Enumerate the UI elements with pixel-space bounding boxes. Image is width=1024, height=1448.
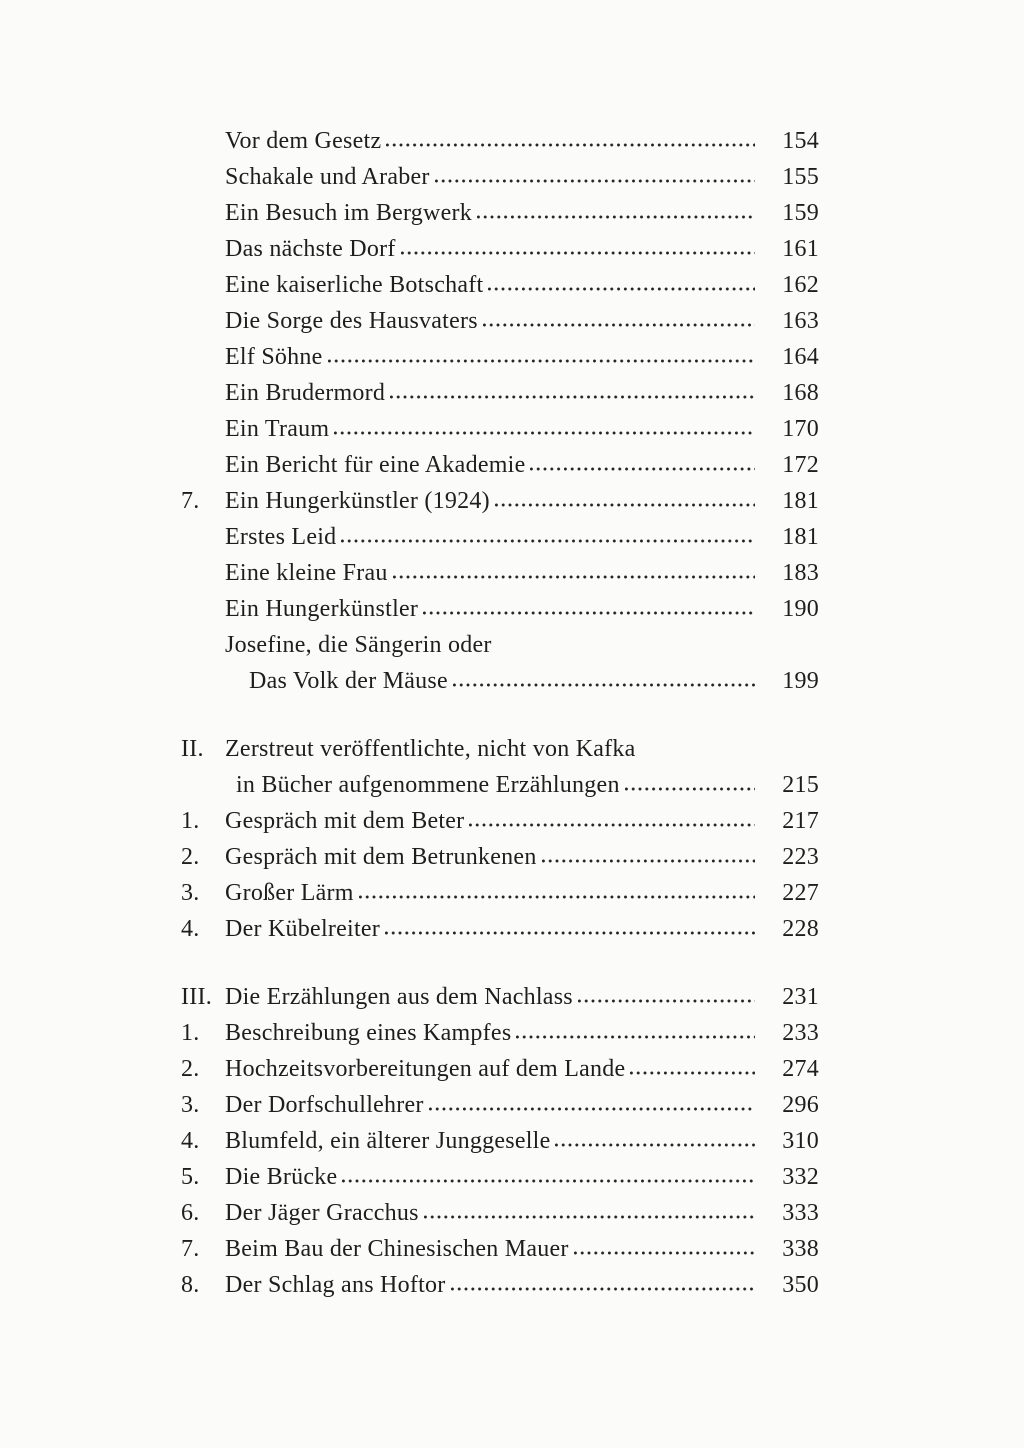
toc-entry-number: 5. xyxy=(181,1164,200,1190)
toc-entry-page: 170 xyxy=(782,416,819,442)
toc-entry xyxy=(181,668,819,704)
toc-entry-title: Der Jäger Gracchus xyxy=(225,1200,419,1226)
toc-entry-title: in Bücher aufgenommene Erzählungen xyxy=(236,772,620,798)
toc-entry-title: Erstes Leid xyxy=(225,524,337,550)
toc-entry-title: Ein Hungerkünstler (1924) xyxy=(225,488,490,514)
dot-leader xyxy=(516,1034,755,1040)
dot-leader xyxy=(423,610,755,616)
toc-entry xyxy=(181,880,819,916)
toc-entry-title: Vor dem Gesetz xyxy=(225,128,382,154)
dot-leader xyxy=(477,214,755,220)
toc-entry-number: 1. xyxy=(181,1020,200,1046)
toc-entry-title: Schakale und Araber xyxy=(225,164,430,190)
toc-entry xyxy=(181,560,819,596)
toc-entry xyxy=(181,1272,819,1308)
dot-leader xyxy=(341,538,755,544)
toc-entry xyxy=(181,200,819,236)
toc-entry xyxy=(181,844,819,880)
toc-entry-title: Ein Brudermord xyxy=(225,380,386,406)
toc-entry-page: 332 xyxy=(782,1164,819,1190)
toc-entry-page: 190 xyxy=(782,596,819,622)
dot-leader xyxy=(393,574,755,580)
dot-leader xyxy=(359,894,755,900)
toc-entry xyxy=(181,1164,819,1200)
toc-entry-page: 350 xyxy=(782,1272,819,1298)
toc-entry-title: Das Volk der Mäuse xyxy=(249,668,448,694)
toc-entry-title: Ein Bericht für eine Akademie xyxy=(225,452,526,478)
toc-entry xyxy=(181,380,819,416)
toc-entry xyxy=(181,488,819,524)
toc-entry-number: 8. xyxy=(181,1272,200,1298)
dot-leader xyxy=(386,142,755,148)
toc-entry-title: Gespräch mit dem Beter xyxy=(225,808,465,834)
toc-entry-title: Ein Hungerkünstler xyxy=(225,596,419,622)
toc-entry-page: 310 xyxy=(782,1128,819,1154)
dot-leader xyxy=(495,502,755,508)
table-of-contents xyxy=(181,128,819,1308)
toc-entry-page: 154 xyxy=(782,128,819,154)
dot-leader xyxy=(401,250,755,256)
toc-entry-number: 1. xyxy=(181,808,200,834)
dot-leader xyxy=(453,682,755,688)
toc-entry-title: Eine kleine Frau xyxy=(225,560,388,586)
toc-entry-page: 199 xyxy=(782,668,819,694)
dot-leader xyxy=(469,822,755,828)
toc-entry-title: Zerstreut veröffentlichte, nicht von Kafka xyxy=(225,736,636,762)
toc-entry-title: Großer Lärm xyxy=(225,880,354,906)
toc-entry-page: 227 xyxy=(782,880,819,906)
toc-entry xyxy=(181,736,819,772)
toc-entry-page: 231 xyxy=(782,984,819,1010)
dot-leader xyxy=(625,786,755,792)
toc-entry-page: 155 xyxy=(782,164,819,190)
dot-leader xyxy=(334,430,755,436)
toc-entry-title: Der Schlag ans Hoftor xyxy=(225,1272,446,1298)
dot-leader xyxy=(342,1178,755,1184)
toc-entry-page: 181 xyxy=(782,524,819,550)
toc-entry xyxy=(181,416,819,452)
toc-entry xyxy=(181,1128,819,1164)
toc-entry xyxy=(181,524,819,560)
toc-entry xyxy=(181,452,819,488)
dot-leader xyxy=(530,466,755,472)
toc-entry-title: Eine kaiserliche Botschaft xyxy=(225,272,484,298)
toc-entry-page: 296 xyxy=(782,1092,819,1118)
toc-entry-page: 333 xyxy=(782,1200,819,1226)
toc-entry-page: 172 xyxy=(782,452,819,478)
toc-entry-page: 215 xyxy=(782,772,819,798)
toc-entry xyxy=(181,236,819,272)
toc-entry-number: 7. xyxy=(181,1236,200,1262)
toc-entry-page: 159 xyxy=(782,200,819,226)
toc-entry-title: Blumfeld, ein älterer Junggeselle xyxy=(225,1128,551,1154)
toc-entry-number: 3. xyxy=(181,880,200,906)
toc-entry-number: 6. xyxy=(181,1200,200,1226)
toc-entry-number: III. xyxy=(181,984,212,1010)
toc-entry-page: 162 xyxy=(782,272,819,298)
toc-entry xyxy=(181,772,819,808)
toc-entry xyxy=(181,308,819,344)
dot-leader xyxy=(483,322,755,328)
toc-entry-title: Gespräch mit dem Betrunkenen xyxy=(225,844,537,870)
toc-entry-page: 217 xyxy=(782,808,819,834)
toc-entry xyxy=(181,1056,819,1092)
dot-leader xyxy=(574,1250,755,1256)
toc-entry-title: Die Sorge des Hausvaters xyxy=(225,308,478,334)
toc-entry-number: 4. xyxy=(181,1128,200,1154)
dot-leader xyxy=(488,286,755,292)
dot-leader xyxy=(328,358,755,364)
toc-entry-title: Josefine, die Sängerin oder xyxy=(225,632,492,658)
toc-entry xyxy=(181,1200,819,1236)
toc-entry xyxy=(181,344,819,380)
toc-entry-title: Der Dorfschullehrer xyxy=(225,1092,424,1118)
toc-entry-title: Ein Traum xyxy=(225,416,330,442)
toc-entry-page: 338 xyxy=(782,1236,819,1262)
dot-leader xyxy=(555,1142,755,1148)
dot-leader xyxy=(578,998,755,1004)
toc-entry-number: 7. xyxy=(181,488,200,514)
dot-leader xyxy=(435,178,755,184)
toc-entry-page: 164 xyxy=(782,344,819,370)
toc-entry-page: 228 xyxy=(782,916,819,942)
dot-leader xyxy=(630,1070,755,1076)
dot-leader xyxy=(451,1286,755,1292)
toc-entry-page: 183 xyxy=(782,560,819,586)
toc-entry xyxy=(181,1092,819,1128)
toc-entry-number: II. xyxy=(181,736,204,762)
toc-entry-page: 233 xyxy=(782,1020,819,1046)
dot-leader xyxy=(542,858,755,864)
toc-entry-page: 223 xyxy=(782,844,819,870)
toc-entry-title: Die Erzählungen aus dem Nachlass xyxy=(225,984,573,1010)
toc-entry-page: 168 xyxy=(782,380,819,406)
toc-entry-title: Das nächste Dorf xyxy=(225,236,396,262)
toc-entry-page: 163 xyxy=(782,308,819,334)
toc-entry xyxy=(181,808,819,844)
dot-leader xyxy=(424,1214,755,1220)
toc-entry xyxy=(181,1236,819,1272)
toc-entry-page: 181 xyxy=(782,488,819,514)
toc-entry-title: Elf Söhne xyxy=(225,344,323,370)
dot-leader xyxy=(429,1106,755,1112)
toc-entry-title: Hochzeitsvorbereitungen auf dem Lande xyxy=(225,1056,626,1082)
toc-entry-title: Ein Besuch im Bergwerk xyxy=(225,200,473,226)
toc-entry-number: 4. xyxy=(181,916,200,942)
toc-entry-page: 274 xyxy=(782,1056,819,1082)
toc-entry-number: 2. xyxy=(181,844,200,870)
toc-entry-number: 2. xyxy=(181,1056,200,1082)
toc-entry xyxy=(181,272,819,308)
toc-entry-title: Die Brücke xyxy=(225,1164,338,1190)
toc-entry xyxy=(181,1020,819,1056)
toc-entry xyxy=(181,596,819,632)
toc-entry xyxy=(181,916,819,952)
toc-entry-title: Der Kübelreiter xyxy=(225,916,381,942)
toc-entry xyxy=(181,984,819,1020)
toc-entry xyxy=(181,632,819,668)
toc-entry-page: 161 xyxy=(782,236,819,262)
toc-entry-number: 3. xyxy=(181,1092,200,1118)
dot-leader xyxy=(385,930,755,936)
dot-leader xyxy=(390,394,755,400)
toc-entry-title: Beschreibung eines Kampfes xyxy=(225,1020,512,1046)
toc-entry xyxy=(181,164,819,200)
toc-entry-title: Beim Bau der Chinesischen Mauer xyxy=(225,1236,569,1262)
toc-entry xyxy=(181,128,819,164)
